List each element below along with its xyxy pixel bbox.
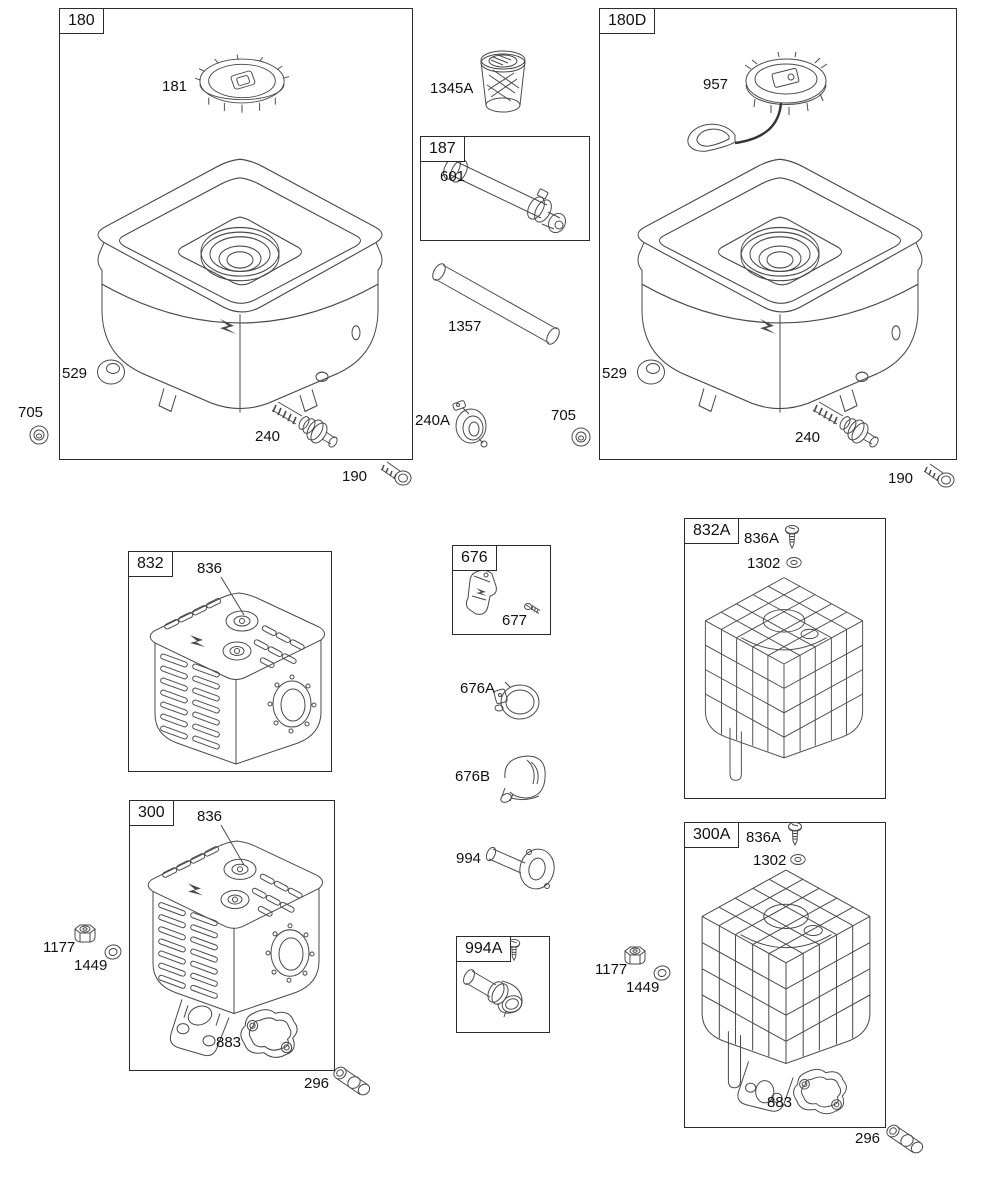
muffler-836-drawing <box>142 588 337 770</box>
muffler-guard-832a-drawing <box>694 572 874 786</box>
part-label-1449: 1449 <box>626 979 660 996</box>
part-label-705: 705 <box>551 407 577 424</box>
gasket-883-drawing <box>236 1006 302 1062</box>
part-label-1449: 1449 <box>74 957 108 974</box>
screw-836a-drawing <box>787 822 803 848</box>
washer-1302-drawing <box>785 556 803 569</box>
group-tag-676: 676 <box>452 545 497 571</box>
part-label-1302: 1302 <box>747 555 781 572</box>
group-tag-994a: 994A <box>456 936 511 962</box>
deflector-676b-drawing <box>497 750 549 804</box>
fuel-valve-240a-drawing <box>445 396 491 450</box>
part-label-190: 190 <box>888 470 914 487</box>
part-label-529: 529 <box>62 365 88 382</box>
part-label-994: 994 <box>456 850 482 867</box>
group-tag-187: 187 <box>420 136 465 162</box>
part-label-676b: 676B <box>455 768 491 785</box>
part-label-1177: 1177 <box>43 939 76 956</box>
clamp-676a-drawing <box>492 676 544 724</box>
part-label-240: 240 <box>795 429 821 446</box>
part-label-676a: 676A <box>460 680 496 697</box>
elbow-994a-drawing <box>462 959 534 1019</box>
part-label-601: 601 <box>440 168 466 185</box>
fuel-cap-957-drawing <box>669 49 839 159</box>
fuel-valve-240-drawing <box>264 397 338 455</box>
part-label-705: 705 <box>18 404 44 421</box>
part-label-1345a: 1345A <box>430 80 474 97</box>
group-tag-180: 180 <box>59 8 104 34</box>
grommet-529-drawing <box>95 357 127 387</box>
tube-flange-994-drawing <box>485 835 557 891</box>
part-label-836: 836 <box>197 560 223 577</box>
group-tag-300: 300 <box>129 800 174 826</box>
fuel-filter-1345a-drawing <box>477 49 529 115</box>
fuel-tube-1357-drawing <box>427 255 579 351</box>
part-label-240a: 240A <box>415 412 451 429</box>
washer-705-drawing <box>28 424 50 446</box>
fuel-valve-240-drawing <box>805 397 879 455</box>
fuel-tank-drawing <box>612 150 947 445</box>
fuel-cap-181-drawing <box>195 52 289 124</box>
group-tag-832: 832 <box>128 551 173 577</box>
part-label-240: 240 <box>255 428 281 445</box>
part-label-836a: 836A <box>744 530 780 547</box>
muffler-guard-300a-drawing <box>690 864 882 1126</box>
gasket-883-drawing <box>789 1066 851 1118</box>
group-tag-300a: 300A <box>684 822 739 848</box>
part-label-190: 190 <box>342 468 368 485</box>
part-label-836a: 836A <box>746 829 782 846</box>
screw-190-drawing <box>919 461 955 493</box>
part-label-1177: 1177 <box>595 961 628 978</box>
fuel-tank-drawing <box>72 150 407 445</box>
part-label-181: 181 <box>162 78 188 95</box>
part-label-883: 883 <box>216 1034 242 1051</box>
part-label-836: 836 <box>197 808 223 825</box>
part-label-296: 296 <box>855 1130 881 1147</box>
part-label-677: 677 <box>502 612 528 629</box>
group-tag-832a: 832A <box>684 518 739 544</box>
part-label-883: 883 <box>767 1094 793 1111</box>
stud-296-drawing <box>331 1065 373 1099</box>
washer-705-drawing <box>570 426 592 448</box>
screw-836a-drawing <box>784 525 800 551</box>
screw-190-drawing <box>376 459 412 491</box>
group-tag-180d: 180D <box>599 8 655 34</box>
part-label-1357: 1357 <box>448 318 482 335</box>
part-label-957: 957 <box>703 76 729 93</box>
part-label-296: 296 <box>304 1075 330 1092</box>
stud-296-drawing <box>884 1123 926 1157</box>
nut-1177-drawing <box>72 921 98 947</box>
part-label-529: 529 <box>602 365 628 382</box>
deflector-bracket-676-drawing <box>462 566 506 620</box>
part-label-1302: 1302 <box>753 852 787 869</box>
grommet-529-drawing <box>635 357 667 387</box>
